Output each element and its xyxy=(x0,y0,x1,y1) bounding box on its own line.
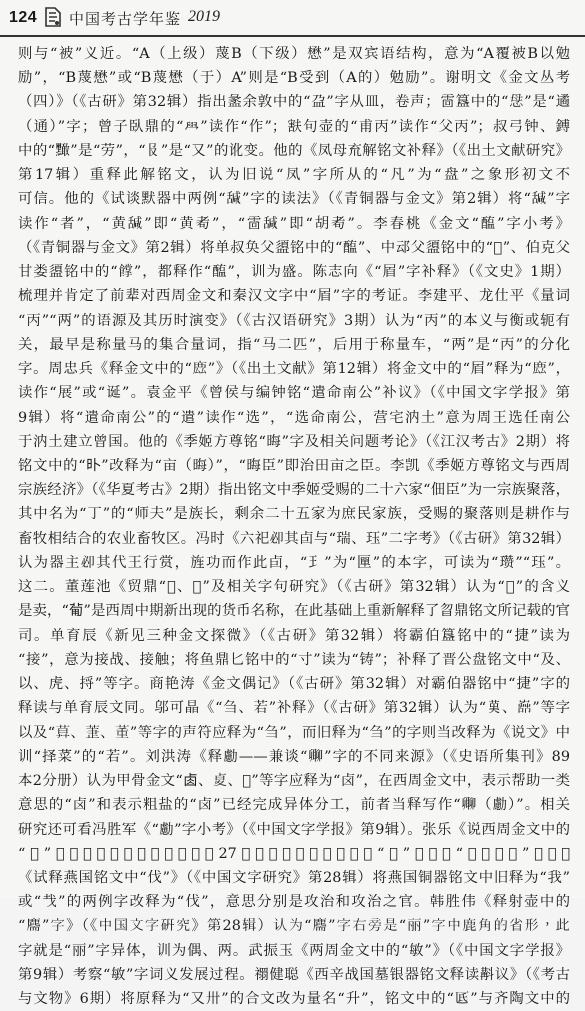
text-line: 关，最早是称量马的集合量词，指“马二匹”，后用于称量车，“两”是“丙”的分化 xyxy=(18,336,570,353)
text-line: 字就是“丽”字异体，训为偶、两。武振玉《两周金文中的“敏”》（《中国文字学报》 xyxy=(18,942,570,959)
text-line: 第17辑）重释此解铭文，认为旧说“凤”字所从的“凡”为“盘”之象形初文不 xyxy=(18,167,570,184)
page-header xyxy=(0,0,585,38)
text-line: 其中名为“丁”的“师夫”是族长，剩余二十五家为庶民家族，受赐的聚落则是耕作与 xyxy=(18,506,570,523)
text-line: 是卖，“𤰈”是西周中期新出现的货币名称，在此基础上重新解释了曶鼎铭文所记载的官 xyxy=(18,603,570,620)
text-line: 梳理并肯定了前辈对西周金文和秦汉文字中“㞒”字的考证。李建平、龙仕平《量词 xyxy=(18,288,570,305)
text-line: 研究还可看冯胜军《“勴”字小考》（《中国文字学报》第9辑）。张乐《说西周金文中的 xyxy=(18,821,570,838)
text-line: 释读与单育辰文同。邬可晶《“刍、若”补释》（《古研》第32辑）认为“𦰩、𦱡”等字 xyxy=(18,700,570,717)
text-line: 这二。董莲池《贸鼎“𡧓、𤰈”及相关字句研究》（《古研》第32辑）认为“𡧓”的含义 xyxy=(18,579,570,596)
text-line: 第9辑）考察“敏”字词义发展过程。禤健聪《西辛战国墓银器铭文释读斠议》（《考古 xyxy=(18,966,570,983)
body-paragraph xyxy=(18,42,570,1008)
text-line: 可信。他的《试谈默器中两例“𦧩”字的读法》（《青铜器与金文》第2辑）将“𦧩”字 xyxy=(18,191,570,208)
text-line: 畜牧相结合的农业畜牧区。冯时《六祀𠨘其卣与“瑞、珏”二字考》（《古研》第32辑） xyxy=(18,530,570,547)
text-line: 9辑）将“遣命南公”的“遣”读作“选”，“选命南公，营宅汭土”意为周王选任南公 xyxy=(18,409,570,426)
header-divider xyxy=(0,35,585,37)
text-line: 以及“𦱤、𦱥、𦱦”等字的声符应释为“刍”，而旧释为“刍”的字则当改释为《说文》中 xyxy=(18,724,570,741)
text-line: 意思的“卤”和表示粗盐的“卤”已经完成异体分工，前者当释写作“𠨥（勴）”。相关 xyxy=(18,797,570,814)
text-line: 本2分册）认为甲骨金文“𠧪、𠧫、𠧬”等字应释为“卤”，在西周金文中，表示帮助一类 xyxy=(18,773,570,790)
text-line: 铭文中的“𣅃”改释为“亩（晦）”，“晦臣”即治田亩之臣。李凯《季姬方尊铭文与西周 xyxy=(18,457,570,474)
journal-year: 2019 xyxy=(188,8,220,25)
text-line: 则与“被”义近。“A（上级）蔑B（下级）懋”是双宾语结构，意为“A覆被B以勉 xyxy=(18,46,570,62)
text-line: 与文物》6期）将原释为“又卅”的合文改为量名“升”，铭文中的“𠥯”与齐陶文中的 xyxy=(18,991,570,1008)
journal-title: 中国考古学年鉴 xyxy=(69,10,182,28)
text-line: （《青铜器与金文》第2辑）将单叔奂父盨铭中的“醢”、中䢵父盨铭中的“𨣊”、伯克父 xyxy=(18,239,570,256)
text-line: 励”，“B蔑懋”或“B蔑懋（于）A”则是“B受到（A的）勉励”。谢明文《金文丛考 xyxy=(18,70,570,87)
text-line: “𤕫”字》（《中国文字研究》第27辑）将昆𤕫王钟铭中的“𤕫”字释为“𤔫（𤔫）”。周波 xyxy=(18,845,570,862)
text-line: 中的“𪒠”是“劳”，“𠬝”是“又”的讹变。他的《凤母㐬解铭文补释》（《出土文献研究》 xyxy=(18,142,570,159)
text-line: （通）”字；曾子臥鼎的“𦥯”读作“作”；㝬句壶的“甫丙”读作“父丙”；叔弓钟、鎛 xyxy=(18,118,570,135)
text-line: 或“𢦏”的两例字改释为“伐”，意思分别是攻治和攻治之官。韩胜伟《释射壶中的 xyxy=(18,894,570,911)
text-line: 甘娄盨铭中的“𩞦”，都释作“醢”，训为盛。陈志向《“㞒”字补释》（《文史》1期） xyxy=(18,264,570,281)
text-line: 于汭土建立曾国。他的《季姬方尊铭“晦”字及相关问题考论》（《江汉考古》2期）将 xyxy=(18,433,570,450)
text-line: “接”，意为接战、接触；将鱼鼎匕铭中的“寸”读为“铸”；补释了晋公盘铭文中“及、 xyxy=(18,651,570,668)
yearbook-emblem-icon xyxy=(43,6,63,28)
text-line: 司。单育辰《新见三种金文探微》（《古研》第32辑）将霸伯簋铭中的“捷”读为 xyxy=(18,627,570,644)
text-line: “丙”“两”的语源及其历时演变》（《古汉语研究》3期）认为“丙”的本义与衡或轭有 xyxy=(18,312,570,329)
text-line: （四）》（《古研》第32辑）指出盠余敦中的“盁”字从皿，卷声；䨓簋中的“𢘓”是“遹 xyxy=(18,94,570,111)
text-line: 读作“者”，“黄𦧩”即“黄耇”，“䨓𦧩”即“胡耇”。李春桃《金文“醢”字小考》 xyxy=(18,215,570,232)
page-number: 124 xyxy=(9,9,38,26)
text-line: 认为器主𠨘其代王行赏，旌功而作此卣，“𤣩”为“匰”的本字，可读为“瓒”“珏”。 xyxy=(18,554,570,571)
text-line: 宗族经济》（《华夏考古》2期）指出铭文中季姬受赐的二十六家“佃臣”为一宗族聚落， xyxy=(18,482,570,499)
text-line: 训“择菜”的“若”。刘洪涛《释勴——兼谈“𠨥”字的不同来源》（《史语所集刊》89 xyxy=(18,748,570,765)
text-line: 字。周忠兵《释金文中的“𢉖”》（《出土文献》第12辑）将金文中的“㞒”释为“𢉖”， xyxy=(18,361,570,378)
text-line: 《试释燕国铭文中“伐”》（《中国文字研究》第28辑）将燕国铜器铭文中旧释为“我” xyxy=(18,869,570,886)
text-line: “𪊫”字》（《中国文字研究》第28辑）认为“𪊫”字右旁是“丽”字中鹿角的省形，此 xyxy=(18,918,570,935)
text-line: 读作“展”或“诞”。袁金平《曾侯与编钟铭“遣命南公”补议》（《中国文字学报》第 xyxy=(18,385,570,402)
text-line: 以、虎、捋”等字。商艳涛《金文偶记》（《古研》第32辑）对霸伯器铭中“捷”字的 xyxy=(18,676,570,693)
